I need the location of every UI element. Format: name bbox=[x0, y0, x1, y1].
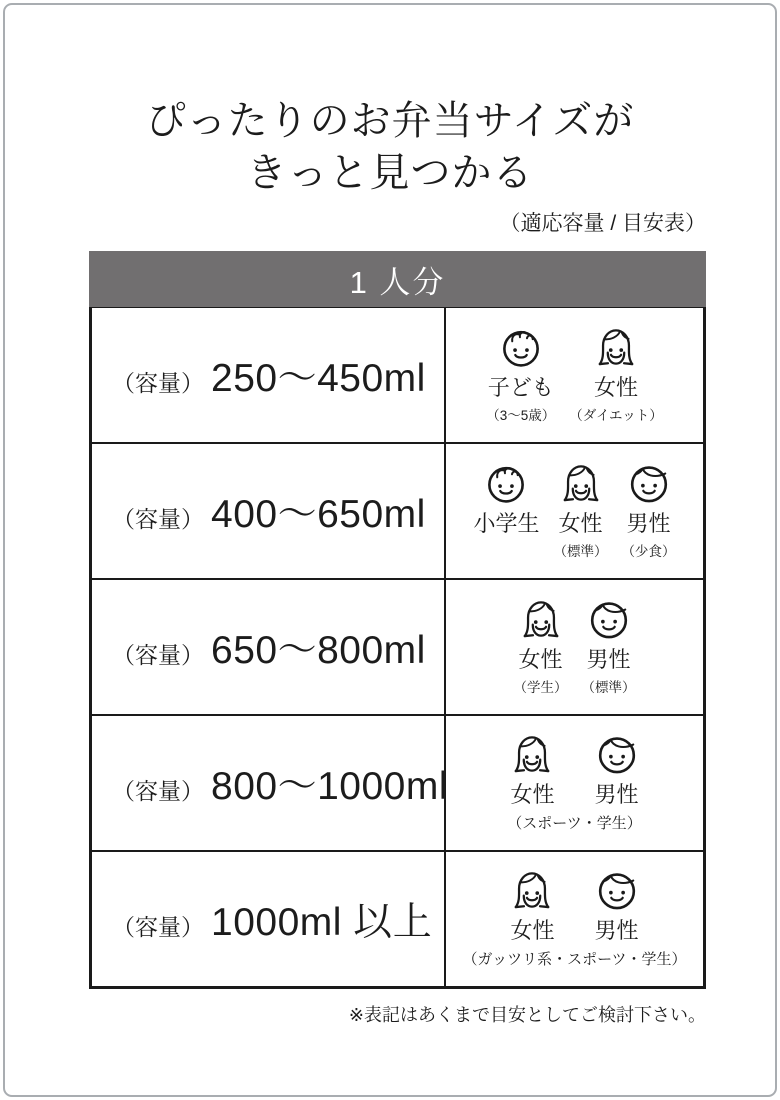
man-face-icon bbox=[628, 462, 670, 504]
woman-face-icon bbox=[511, 733, 553, 775]
person bbox=[514, 598, 568, 696]
woman-face-icon bbox=[560, 462, 602, 504]
capacity-guide-table bbox=[89, 251, 706, 989]
capacity-text bbox=[112, 619, 426, 675]
person bbox=[510, 733, 554, 809]
person bbox=[510, 869, 554, 945]
person bbox=[486, 326, 555, 424]
person bbox=[473, 462, 539, 538]
capacity-value: 400〜650ml bbox=[211, 493, 426, 536]
person-sublabel: （3〜5歳） bbox=[486, 408, 556, 423]
shared-sublabel: （スポーツ・学生） bbox=[507, 815, 642, 832]
capacity-cell bbox=[92, 444, 446, 578]
capacity-cell bbox=[92, 852, 446, 986]
capacity-text bbox=[112, 347, 426, 403]
capacity-value: 1000ml 以上 bbox=[211, 901, 433, 944]
capacity-cell bbox=[92, 716, 446, 850]
person-sublabel: （標準） bbox=[581, 680, 636, 695]
person-sublabel: （学生） bbox=[513, 680, 568, 695]
person bbox=[582, 598, 636, 696]
person bbox=[595, 869, 639, 945]
table-body bbox=[89, 307, 706, 989]
person-label: 小学生 bbox=[473, 511, 540, 536]
person-sublabel: （標準） bbox=[553, 544, 608, 559]
child-face-icon bbox=[500, 326, 542, 368]
footnote: ※表記はあくまで目安としてご検討下さい。 bbox=[348, 1005, 706, 1025]
table-row bbox=[92, 580, 703, 716]
persons-group bbox=[473, 462, 675, 560]
person-label: 男性 bbox=[594, 918, 639, 943]
audience-cell bbox=[446, 444, 703, 578]
capacity-value: 250〜450ml bbox=[211, 357, 426, 400]
audience-cell bbox=[446, 716, 703, 850]
audience-cell bbox=[446, 308, 703, 442]
page-title-line1: ぴったりのお弁当サイズが bbox=[145, 99, 635, 143]
man-face-icon bbox=[588, 598, 630, 640]
persons-group bbox=[510, 733, 638, 809]
audience-cell bbox=[446, 852, 703, 986]
capacity-cell bbox=[92, 580, 446, 714]
capacity-cell bbox=[92, 308, 446, 442]
person-label: 女性 bbox=[510, 782, 555, 807]
persons-group bbox=[486, 326, 662, 424]
capacity-text bbox=[112, 483, 426, 539]
shared-sublabel: （ガッツリ系・スポーツ・学生） bbox=[462, 951, 687, 968]
person-sublabel: （少食） bbox=[621, 544, 676, 559]
capacity-text bbox=[112, 891, 432, 947]
table-header-serving: 1 人分 bbox=[89, 251, 706, 307]
person-label: 男性 bbox=[626, 511, 671, 536]
woman-face-icon bbox=[520, 598, 562, 640]
person bbox=[622, 462, 676, 560]
capacity-label: （容量） bbox=[112, 642, 204, 668]
page-title-line2: きっと見つかる bbox=[246, 151, 534, 195]
person-label: 子ども bbox=[487, 375, 554, 400]
man-face-icon bbox=[596, 733, 638, 775]
woman-face-icon bbox=[595, 326, 637, 368]
woman-face-icon bbox=[511, 869, 553, 911]
man-face-icon bbox=[596, 869, 638, 911]
capacity-label: （容量） bbox=[112, 778, 204, 804]
person-label: 女性 bbox=[558, 511, 603, 536]
page-subtitle: （適応容量 / 目安表） bbox=[499, 212, 706, 235]
persons-group bbox=[514, 598, 636, 696]
person-label: 男性 bbox=[586, 647, 631, 672]
person-sublabel: （ダイエット） bbox=[569, 408, 663, 423]
person bbox=[554, 462, 608, 560]
person bbox=[569, 326, 662, 424]
capacity-label: （容量） bbox=[112, 506, 204, 532]
capacity-value: 800〜1000ml bbox=[211, 765, 448, 808]
child-face-icon bbox=[485, 462, 527, 504]
person-label: 男性 bbox=[594, 782, 639, 807]
table-row bbox=[92, 716, 703, 852]
audience-cell bbox=[446, 580, 703, 714]
page-title bbox=[0, 95, 780, 199]
capacity-text bbox=[112, 755, 448, 811]
table-row bbox=[92, 444, 703, 580]
capacity-label: （容量） bbox=[112, 914, 204, 940]
table-row bbox=[92, 308, 703, 444]
capacity-label: （容量） bbox=[112, 370, 204, 396]
person-label: 女性 bbox=[594, 375, 639, 400]
person-label: 女性 bbox=[510, 918, 555, 943]
capacity-value: 650〜800ml bbox=[211, 629, 426, 672]
persons-group bbox=[510, 869, 638, 945]
person-label: 女性 bbox=[518, 647, 563, 672]
table-row bbox=[92, 852, 703, 986]
person bbox=[595, 733, 639, 809]
